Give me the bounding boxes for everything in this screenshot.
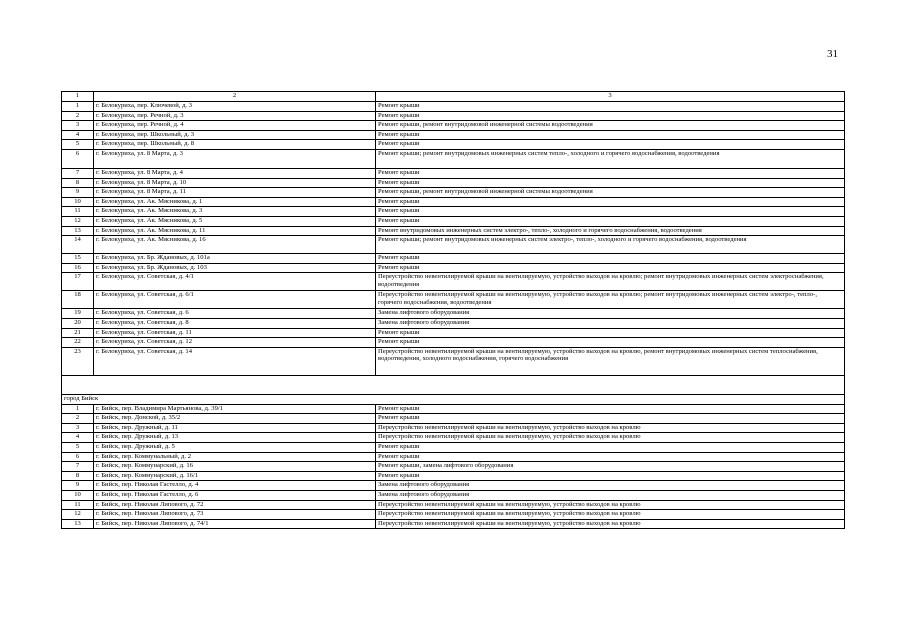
row-address: г. Белокуриха, ул. Ак. Мясникова, д. 3	[94, 207, 376, 217]
section-heading-row	[62, 394, 845, 404]
row-number: 13	[62, 226, 94, 236]
row-work-type: Ремонт крыши; ремонт внутридомовых инженерных систем тепло-, холодного и горячего водоснабжения, водоотведения	[376, 149, 845, 168]
row-work-type: Ремонт крыши	[376, 452, 845, 462]
row-work-type: Ремонт крыши	[376, 404, 845, 414]
row-number: 21	[62, 328, 94, 338]
row-address: г. Бийск, пер. Николая Липового, д. 74/1	[94, 519, 376, 529]
header-col-1: 1	[62, 92, 94, 102]
row-number: 4	[62, 433, 94, 443]
row-address: г. Бийск, пер. Коммунальный, д. 2	[94, 452, 376, 462]
row-address: г. Белокуриха, ул. Ак. Мясникова, д. 5	[94, 216, 376, 226]
row-number: 8	[62, 178, 94, 188]
row-address: г. Бийск, пер. Коммунарский, д. 16/1	[94, 471, 376, 481]
row-number: 4	[62, 130, 94, 140]
row-address: г. Бийск, пер. Николая Липового, д. 73	[94, 510, 376, 520]
table-row	[62, 140, 845, 150]
table-row	[62, 404, 845, 414]
row-work-type: Ремонт крыши	[376, 471, 845, 481]
row-address: г. Белокуриха, ул. Ак. Мясникова, д. 11	[94, 226, 376, 236]
row-work-type: Замена лифтового оборудования	[376, 318, 845, 328]
row-number: 1	[62, 404, 94, 414]
row-address: г. Бийск, пер. Дружный, д. 11	[94, 423, 376, 433]
table-row	[62, 443, 845, 453]
row-address: г. Белокуриха, ул. 8 Марта, д. 11	[94, 188, 376, 198]
table-row	[62, 273, 845, 291]
row-address: г. Белокуриха, ул. Бр. Ждановых, д. 101а	[94, 254, 376, 264]
row-work-type: Ремонт крыши	[376, 102, 845, 112]
table-row	[62, 471, 845, 481]
table-row	[62, 149, 845, 168]
row-work-type: Ремонт крыши	[376, 207, 845, 217]
row-address: г. Бийск, пер. Николая Гастелло, д. 4	[94, 481, 376, 491]
page-number: 31	[827, 48, 838, 60]
row-address: г. Бийск, пер. Дружный, д. 5	[94, 443, 376, 453]
row-number: 2	[62, 414, 94, 424]
row-work-type: Переустройство невентилируемой крыши на вентилируемую, устройство выходов на кровлю; ремонт внутридомовых инженерных систем электроснабжения, водоотведения	[376, 273, 845, 291]
row-work-type: Ремонт крыши	[376, 263, 845, 273]
table-row	[62, 121, 845, 131]
table-row	[62, 510, 845, 520]
row-work-type: Ремонт крыши	[376, 178, 845, 188]
table-row	[62, 291, 845, 309]
row-number: 9	[62, 481, 94, 491]
row-number: 15	[62, 254, 94, 264]
header-col-2: 2	[94, 92, 376, 102]
row-number: 5	[62, 443, 94, 453]
row-work-type: Ремонт крыши, ремонт внутридомовой инженерной системы водоотведения	[376, 121, 845, 131]
table-row	[62, 519, 845, 529]
row-work-type: Ремонт крыши	[376, 254, 845, 264]
row-address: г. Белокуриха, ул. Советская, д. 12	[94, 338, 376, 348]
row-work-type: Ремонт внутридомовых инженерных систем электро-, тепло-, холодного и горячего водоснабжения, водоотведения	[376, 226, 845, 236]
row-number: 22	[62, 338, 94, 348]
row-number: 11	[62, 500, 94, 510]
row-address: г. Бийск, пер. Николая Липового, д. 72	[94, 500, 376, 510]
row-number: 12	[62, 216, 94, 226]
row-address: г. Белокуриха, пер. Речной, д. 4	[94, 121, 376, 131]
row-address: г. Белокуриха, ул. Ак. Мясникова, д. 16	[94, 236, 376, 254]
row-address: г. Белокуриха, пер. Ключевой, д. 3	[94, 102, 376, 112]
row-address: г. Белокуриха, ул. Советская, д. 6	[94, 309, 376, 319]
row-address: г. Бийск, пер. Владимира Мартьянова, д. 39/1	[94, 404, 376, 414]
row-work-type: Ремонт крыши; ремонт внутридомовых инженерных систем электро-, тепло-, холодного и горячего водоснабжения, водоотведения	[376, 236, 845, 254]
row-number: 20	[62, 318, 94, 328]
row-work-type: Замена лифтового оборудования	[376, 309, 845, 319]
row-number: 7	[62, 462, 94, 472]
table-row	[62, 111, 845, 121]
row-number: 19	[62, 309, 94, 319]
repair-register-table	[61, 91, 845, 529]
row-work-type: Ремонт крыши	[376, 168, 845, 178]
row-number: 6	[62, 452, 94, 462]
row-number: 3	[62, 423, 94, 433]
row-address: г. Белокуриха, пер. Речной, д. 3	[94, 111, 376, 121]
row-address: г. Белокуриха, ул. 8 Марта, д. 10	[94, 178, 376, 188]
table-row	[62, 462, 845, 472]
table-row	[62, 178, 845, 188]
table-row	[62, 338, 845, 348]
row-work-type: Ремонт крыши	[376, 443, 845, 453]
row-address: г. Белокуриха, ул. Советская, д. 6/1	[94, 291, 376, 309]
table-row	[62, 423, 845, 433]
row-work-type: Переустройство невентилируемой крыши на вентилируемую, устройство выходов на кровлю	[376, 423, 845, 433]
row-number: 1	[62, 102, 94, 112]
row-work-type: Ремонт крыши, ремонт внутридомовой инженерной системы водоотведения	[376, 188, 845, 198]
table-row	[62, 491, 845, 501]
row-number: 17	[62, 273, 94, 291]
table-row	[62, 328, 845, 338]
table-row	[62, 168, 845, 178]
row-work-type: Ремонт крыши	[376, 338, 845, 348]
row-address: г. Белокуриха, ул. Советская, д. 8	[94, 318, 376, 328]
row-address: г. Бийск, пер. Донской, д. 35/2	[94, 414, 376, 424]
row-work-type: Ремонт крыши	[376, 197, 845, 207]
header-col-3: 3	[376, 92, 845, 102]
table-row	[62, 481, 845, 491]
row-number: 18	[62, 291, 94, 309]
table-row	[62, 433, 845, 443]
row-work-type: Замена лифтового оборудования	[376, 481, 845, 491]
table-row	[62, 263, 845, 273]
row-address: г. Белокуриха, ул. 8 Марта, д. 3	[94, 149, 376, 168]
header-row	[62, 92, 845, 102]
table-row	[62, 188, 845, 198]
table-row	[62, 197, 845, 207]
row-number: 6	[62, 149, 94, 168]
row-work-type: Переустройство невентилируемой крыши на вентилируемую, устройство выходов на кровлю	[376, 510, 845, 520]
row-address: г. Бийск, пер. Дружный, д. 13	[94, 433, 376, 443]
row-work-type: Переустройство невентилируемой крыши на вентилируемую, устройство выходов на кровлю; ремонт внутридомовых инженерных систем электро-, тепло-, горячего водоснабжения, водоотведения	[376, 291, 845, 309]
row-work-type: Замена лифтового оборудования	[376, 491, 845, 501]
table-row	[62, 500, 845, 510]
row-address: г. Белокуриха, ул. 8 Марта, д. 4	[94, 168, 376, 178]
row-address: г. Белокуриха, пер. Школьный, д. 8	[94, 140, 376, 150]
row-number: 13	[62, 519, 94, 529]
table-row	[62, 414, 845, 424]
row-address: г. Бийск, пер. Николая Гастелло, д. 6	[94, 491, 376, 501]
row-work-type: Ремонт крыши	[376, 140, 845, 150]
table-row	[62, 254, 845, 264]
row-number: 10	[62, 197, 94, 207]
row-address: г. Белокуриха, ул. Советская, д. 14	[94, 347, 376, 375]
row-number: 10	[62, 491, 94, 501]
row-number: 5	[62, 140, 94, 150]
row-work-type: Ремонт крыши	[376, 414, 845, 424]
table-row	[62, 236, 845, 254]
table-row	[62, 207, 845, 217]
spacer-cell	[62, 375, 845, 394]
row-number: 14	[62, 236, 94, 254]
table-row	[62, 216, 845, 226]
row-number: 11	[62, 207, 94, 217]
row-work-type: Переустройство невентилируемой крыши на вентилируемую, устройство выходов на кровлю	[376, 433, 845, 443]
row-number: 7	[62, 168, 94, 178]
row-address: г. Бийск, пер. Коммунарский, д. 16	[94, 462, 376, 472]
row-number: 2	[62, 111, 94, 121]
row-address: г. Белокуриха, ул. Советская, д. 4/1	[94, 273, 376, 291]
table-row	[62, 309, 845, 319]
row-address: г. Белокуриха, ул. Ак. Мясникова, д. 1	[94, 197, 376, 207]
row-work-type: Ремонт крыши	[376, 111, 845, 121]
table-row	[62, 452, 845, 462]
row-number: 8	[62, 471, 94, 481]
section-heading: город Бийск	[62, 394, 845, 404]
row-number: 12	[62, 510, 94, 520]
section-spacer-row	[62, 375, 845, 394]
row-work-type: Переустройство невентилируемой крыши на вентилируемую, устройство выходов на кровлю	[376, 500, 845, 510]
row-work-type: Переустройство невентилируемой крыши на вентилируемую, устройство выходов на кровлю	[376, 519, 845, 529]
table-row	[62, 347, 845, 375]
table-body	[62, 92, 845, 529]
table-row	[62, 226, 845, 236]
row-work-type: Ремонт крыши	[376, 216, 845, 226]
row-work-type: Ремонт крыши	[376, 130, 845, 140]
row-number: 16	[62, 263, 94, 273]
row-address: г. Белокуриха, ул. Советская, д. 11	[94, 328, 376, 338]
table-row	[62, 130, 845, 140]
table-row	[62, 318, 845, 328]
row-address: г. Белокуриха, пер. Школьный, д. 3	[94, 130, 376, 140]
row-number: 23	[62, 347, 94, 375]
table-row	[62, 102, 845, 112]
row-number: 9	[62, 188, 94, 198]
row-work-type: Ремонт крыши, замена лифтового оборудования	[376, 462, 845, 472]
row-number: 3	[62, 121, 94, 131]
row-address: г. Белокуриха, ул. Бр. Ждановых, д. 103	[94, 263, 376, 273]
row-work-type: Ремонт крыши	[376, 328, 845, 338]
row-work-type: Переустройство невентилируемой крыши на вентилируемую, устройство выходов на кровлю, ремонт внутридомовых инженерных систем теплоснабжения, водоотведения, холодного водоснабжения, горячего водоснабжения	[376, 347, 845, 375]
